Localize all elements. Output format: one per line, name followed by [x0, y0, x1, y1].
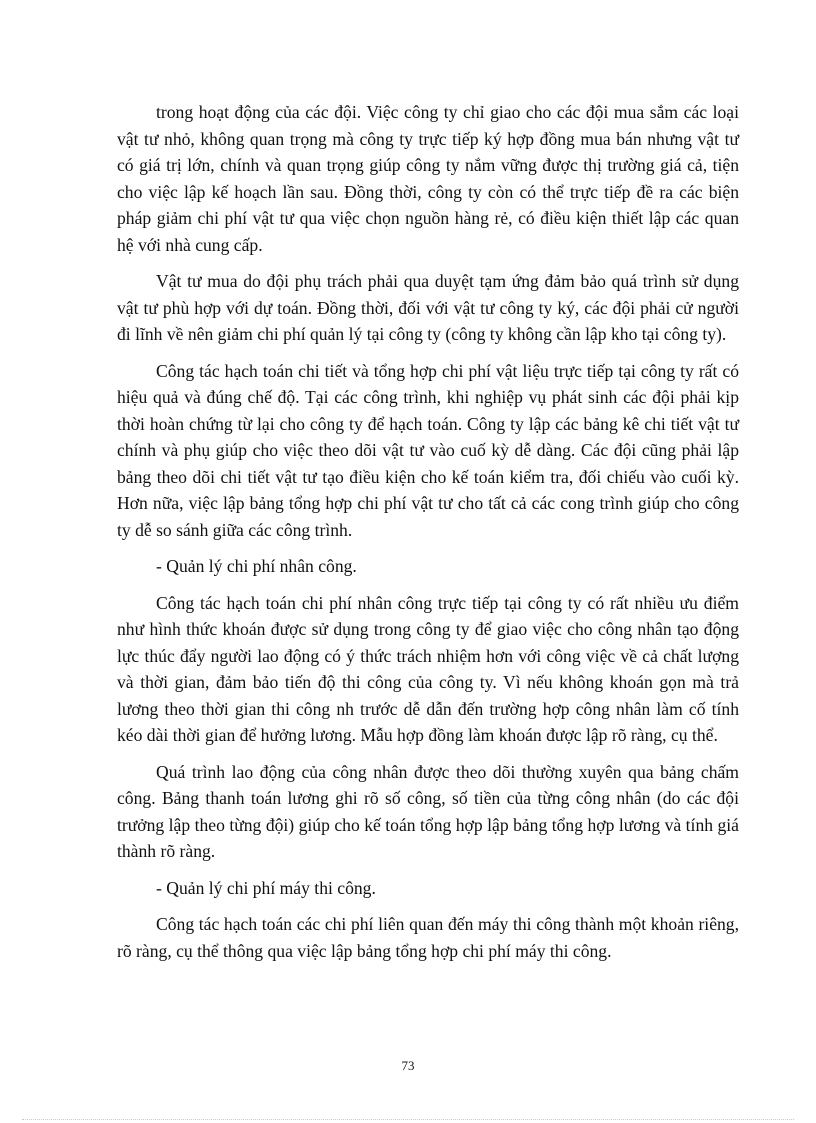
paragraph-material-purchasing: trong hoạt động của các đội. Việc công ty chỉ giao cho các đội mua sắm các loại vật tư nhỏ, không quan trọng mà công ty trực tiếp ký hợp đồng mua bán nhưng vật tư có giá trị lớn, chính và quan trọng giúp công ty nắm vững được thị trường giá cả, tiện cho việc lập kế hoạch lần sau. Đồng thời, công ty còn có thể trực tiếp đề ra các biện pháp giảm chi phí vật tư qua việc chọn nguồn hàng rẻ, có điều kiện thiết lập các quan hệ với nhà cung cấp. [117, 102, 739, 255]
heading-machine-cost-management: - Quản lý chi phí máy thi công. [156, 877, 376, 898]
paragraph-material-accounting: Công tác hạch toán chi tiết và tổng hợp chi phí vật liệu trực tiếp tại công ty rất có hiệu quả và đúng chế độ. Tại các công trình, khi nghiệp vụ phát sinh các đội phải kịp thời hoàn chứng từ lại cho công ty để hạch toán. Công ty lập các bảng kê chi tiết vật tư chính và phụ giúp cho việc theo dõi vật tư vào cuố kỳ dễ dàng. Các đội cũng phải lập bảng theo dõi chi tiết vật tư tạo điều kiện cho kế toán kiểm tra, đối chiếu vào cuối kỳ. Hơn nữa, việc lập bảng tổng hợp chi phí vật tư cho tất cả các cong trình giúp cho công ty dễ so sánh giữa các công trình. [117, 360, 739, 540]
paragraph-labor-accounting: Công tác hạch toán chi phí nhân công trực tiếp tại công ty có rất nhiều ưu điểm như hình thức khoán được sử dụng trong công ty để giao việc cho công nhân tạo động lực thúc đẩy người lao động có ý thức trách nhiệm hơn với công việc về cả chất lượng và thời gian, đảm bảo tiến độ thi công của công ty. Vì nếu không khoán gọn mà trả lương theo thời gian thi công nh trước dễ dẫn đến trường hợp công nhân làm cố tính kéo dài thời gian để hưởng lương. Mẫu hợp đồng làm khoán được lập rõ ràng, cụ thể. [117, 592, 739, 745]
page-bottom-divider [22, 1119, 794, 1120]
paragraph-labor-timekeeping: Quá trình lao động của công nhân được theo dõi thường xuyên qua bảng chấm công. Bảng thanh toán lương ghi rõ số công, số tiền của từng công nhân (do các đội trưởng lập theo từng đội) giúp cho kế toán tổng hợp lập bảng tổng hợp lương và tính giá thành rõ ràng. [117, 761, 739, 861]
heading-labor-cost-management: - Quản lý chi phí nhân công. [156, 556, 357, 576]
page-number: 73 [401, 1058, 415, 1073]
body-text [117, 99, 739, 974]
paragraph-machine-accounting: Công tác hạch toán các chi phí liên quan đến máy thi công thành một khoản riêng, rõ ràng, cụ thể thông qua việc lập bảng tổng hợp chi phí máy thi công. [117, 914, 739, 961]
paragraph-material-advance: Vật tư mua do đội phụ trách phải qua duyệt tạm ứng đảm bảo quá trình sử dụng vật tư phù hợp với dự toán. Đồng thời, đối với vật tư công ty ký, các đội phải cử người đi lĩnh về nên giảm chi phí quản lý tại công ty (công ty không cần lập kho tại công ty). [117, 271, 739, 344]
